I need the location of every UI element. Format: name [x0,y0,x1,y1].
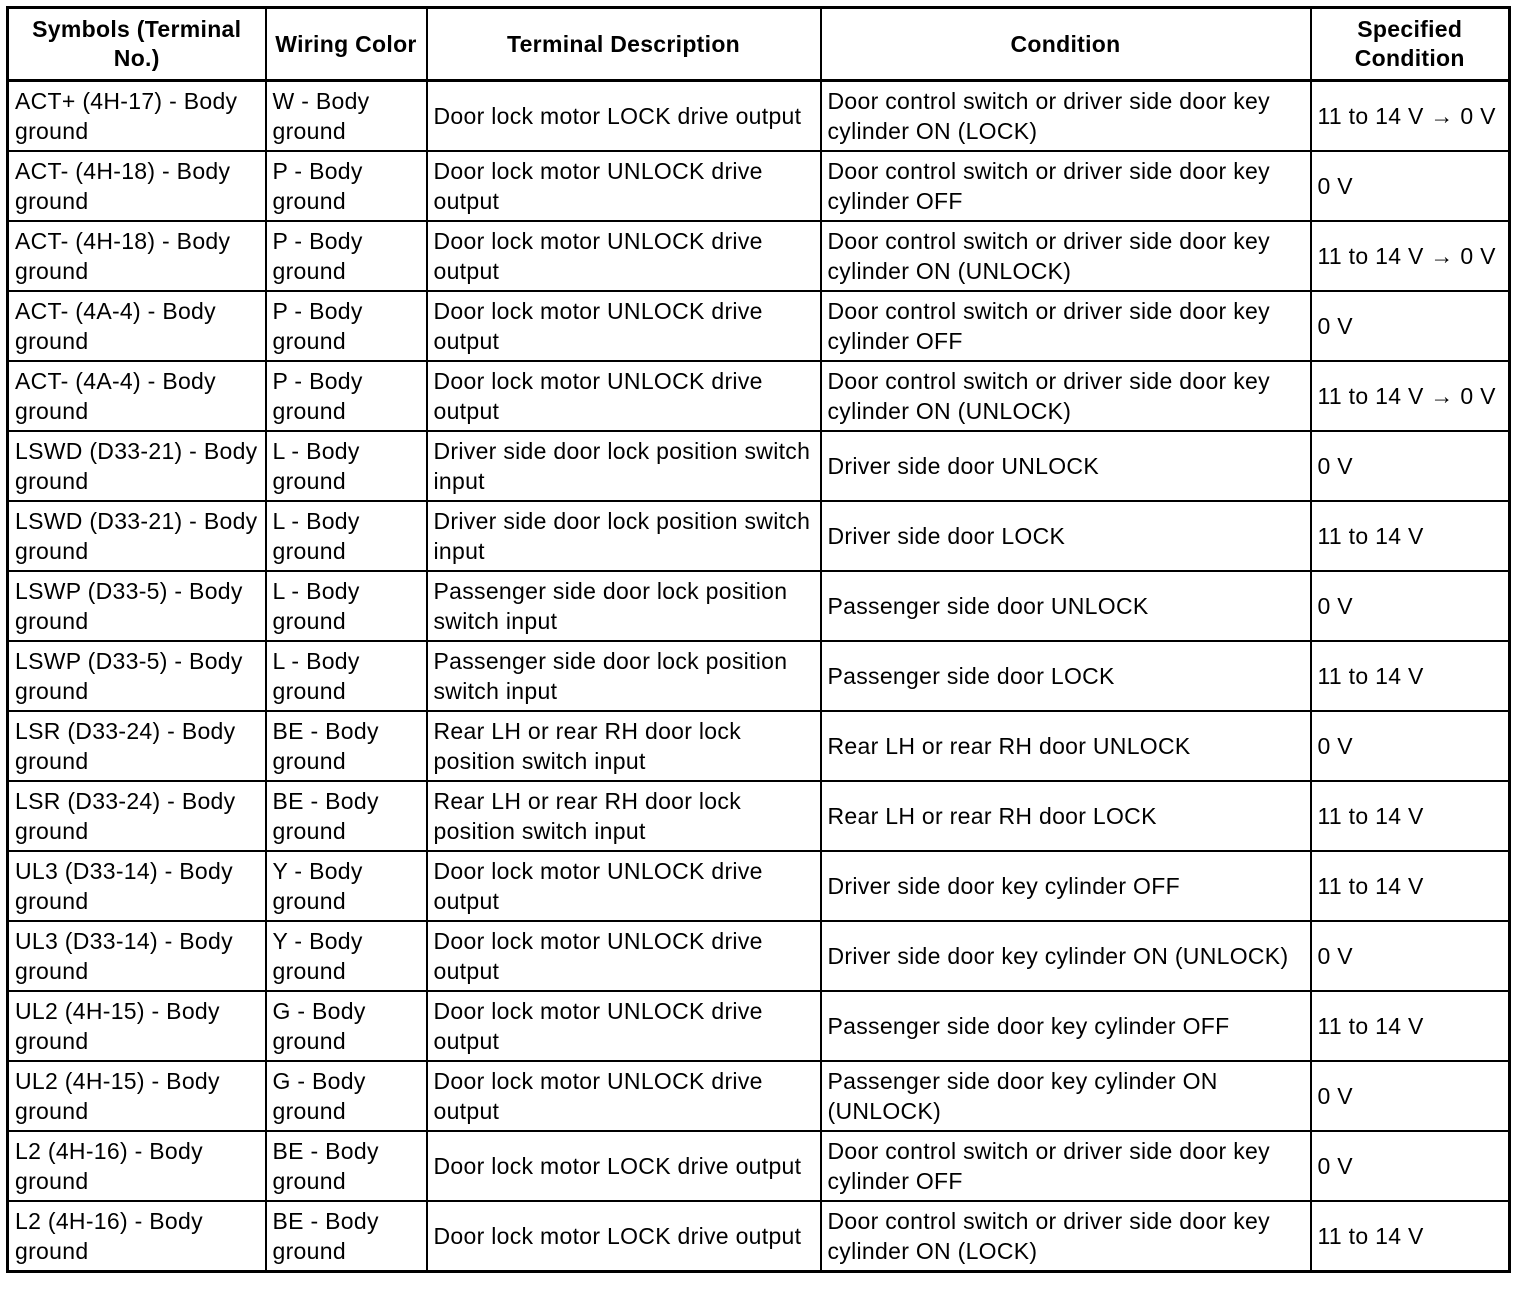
cell-condition: Rear LH or rear RH door UNLOCK [821,711,1311,781]
cell-specified-condition: 11 to 14 V → 0 V [1311,361,1510,431]
cell-terminal-description: Driver side door lock position switch input [427,431,821,501]
cell-symbol: LSWP (D33-5) - Body ground [8,571,266,641]
table-row [8,641,1510,711]
cell-terminal-description: Rear LH or rear RH door lock position switch input [427,781,821,851]
cell-specified-condition: 11 to 14 V [1311,991,1510,1061]
table-row [8,501,1510,571]
cell-terminal-description: Door lock motor UNLOCK drive output [427,851,821,921]
cell-terminal-description: Door lock motor LOCK drive output [427,1131,821,1201]
cell-wiring-color: G - Body ground [266,991,427,1061]
cell-specified-condition: 0 V [1311,1131,1510,1201]
cell-specified-condition: 11 to 14 V [1311,781,1510,851]
cell-wiring-color: P - Body ground [266,361,427,431]
table-row [8,991,1510,1061]
cell-wiring-color: G - Body ground [266,1061,427,1131]
cell-condition: Door control switch or driver side door key cylinder ON (LOCK) [821,81,1311,152]
cell-specified-condition: 11 to 14 V [1311,851,1510,921]
table-row [8,151,1510,221]
cell-specified-condition: 0 V [1311,711,1510,781]
cell-specified-condition: 11 to 14 V [1311,641,1510,711]
cell-terminal-description: Passenger side door lock position switch input [427,571,821,641]
cell-condition: Driver side door key cylinder OFF [821,851,1311,921]
table-row [8,81,1510,152]
cell-condition: Door control switch or driver side door key cylinder OFF [821,291,1311,361]
terminal-inspection-table [6,6,1511,1273]
cell-specified-condition: 0 V [1311,431,1510,501]
table-row [8,1061,1510,1131]
cell-condition: Door control switch or driver side door key cylinder OFF [821,151,1311,221]
cell-wiring-color: BE - Body ground [266,711,427,781]
cell-specified-condition: 11 to 14 V → 0 V [1311,81,1510,152]
cell-condition: Passenger side door UNLOCK [821,571,1311,641]
cell-specified-condition: 0 V [1311,291,1510,361]
cell-condition: Driver side door LOCK [821,501,1311,571]
cell-wiring-color: P - Body ground [266,151,427,221]
cell-specified-condition: 0 V [1311,151,1510,221]
cell-condition: Driver side door key cylinder ON (UNLOCK) [821,921,1311,991]
cell-terminal-description: Door lock motor UNLOCK drive output [427,361,821,431]
cell-condition: Driver side door UNLOCK [821,431,1311,501]
table-row [8,781,1510,851]
cell-specified-condition: 11 to 14 V → 0 V [1311,221,1510,291]
cell-symbol: LSWD (D33-21) - Body ground [8,431,266,501]
cell-wiring-color: L - Body ground [266,571,427,641]
cell-symbol: L2 (4H-16) - Body ground [8,1201,266,1272]
table-row [8,221,1510,291]
cell-terminal-description: Door lock motor UNLOCK drive output [427,991,821,1061]
cell-specified-condition: 11 to 14 V [1311,501,1510,571]
cell-condition: Door control switch or driver side door key cylinder ON (UNLOCK) [821,221,1311,291]
cell-terminal-description: Door lock motor LOCK drive output [427,81,821,152]
cell-symbol: ACT+ (4H-17) - Body ground [8,81,266,152]
table-row [8,361,1510,431]
cell-wiring-color: Y - Body ground [266,851,427,921]
cell-wiring-color: L - Body ground [266,431,427,501]
cell-terminal-description: Passenger side door lock position switch input [427,641,821,711]
cell-condition: Passenger side door LOCK [821,641,1311,711]
cell-condition: Rear LH or rear RH door LOCK [821,781,1311,851]
table-body [8,81,1510,1272]
header-terminal-description: Terminal Description [427,8,821,81]
cell-terminal-description: Driver side door lock position switch input [427,501,821,571]
table-header [8,8,1510,81]
cell-terminal-description: Door lock motor UNLOCK drive output [427,151,821,221]
cell-symbol: ACT- (4H-18) - Body ground [8,221,266,291]
terminal-table-container [6,6,1511,1273]
cell-symbol: LSR (D33-24) - Body ground [8,781,266,851]
cell-specified-condition: 11 to 14 V [1311,1201,1510,1272]
cell-specified-condition: 0 V [1311,571,1510,641]
cell-wiring-color: P - Body ground [266,221,427,291]
cell-symbol: LSWP (D33-5) - Body ground [8,641,266,711]
cell-terminal-description: Door lock motor UNLOCK drive output [427,291,821,361]
cell-wiring-color: BE - Body ground [266,1131,427,1201]
header-specified-condition: Specified Condition [1311,8,1510,81]
header-row [8,8,1510,81]
table-row [8,571,1510,641]
cell-condition: Door control switch or driver side door key cylinder ON (LOCK) [821,1201,1311,1272]
table-row [8,851,1510,921]
cell-terminal-description: Door lock motor UNLOCK drive output [427,1061,821,1131]
cell-condition: Door control switch or driver side door key cylinder OFF [821,1131,1311,1201]
table-row [8,1131,1510,1201]
table-row [8,711,1510,781]
cell-wiring-color: L - Body ground [266,501,427,571]
cell-wiring-color: BE - Body ground [266,781,427,851]
cell-symbol: LSR (D33-24) - Body ground [8,711,266,781]
table-row [8,431,1510,501]
cell-symbol: ACT- (4A-4) - Body ground [8,361,266,431]
cell-wiring-color: L - Body ground [266,641,427,711]
cell-symbol: UL2 (4H-15) - Body ground [8,991,266,1061]
table-row [8,1201,1510,1272]
table-row [8,291,1510,361]
cell-symbol: UL3 (D33-14) - Body ground [8,851,266,921]
cell-symbol: UL2 (4H-15) - Body ground [8,1061,266,1131]
cell-wiring-color: P - Body ground [266,291,427,361]
cell-symbol: ACT- (4H-18) - Body ground [8,151,266,221]
table-row [8,921,1510,991]
cell-specified-condition: 0 V [1311,1061,1510,1131]
cell-symbol: L2 (4H-16) - Body ground [8,1131,266,1201]
cell-terminal-description: Door lock motor UNLOCK drive output [427,221,821,291]
cell-terminal-description: Rear LH or rear RH door lock position switch input [427,711,821,781]
cell-symbol: ACT- (4A-4) - Body ground [8,291,266,361]
header-wiring-color: Wiring Color [266,8,427,81]
cell-condition: Door control switch or driver side door key cylinder ON (UNLOCK) [821,361,1311,431]
header-condition: Condition [821,8,1311,81]
cell-wiring-color: W - Body ground [266,81,427,152]
cell-terminal-description: Door lock motor UNLOCK drive output [427,921,821,991]
cell-specified-condition: 0 V [1311,921,1510,991]
cell-symbol: UL3 (D33-14) - Body ground [8,921,266,991]
cell-condition: Passenger side door key cylinder ON (UNLOCK) [821,1061,1311,1131]
header-symbols: Symbols (Terminal No.) [8,8,266,81]
cell-condition: Passenger side door key cylinder OFF [821,991,1311,1061]
cell-wiring-color: BE - Body ground [266,1201,427,1272]
cell-terminal-description: Door lock motor LOCK drive output [427,1201,821,1272]
cell-wiring-color: Y - Body ground [266,921,427,991]
cell-symbol: LSWD (D33-21) - Body ground [8,501,266,571]
